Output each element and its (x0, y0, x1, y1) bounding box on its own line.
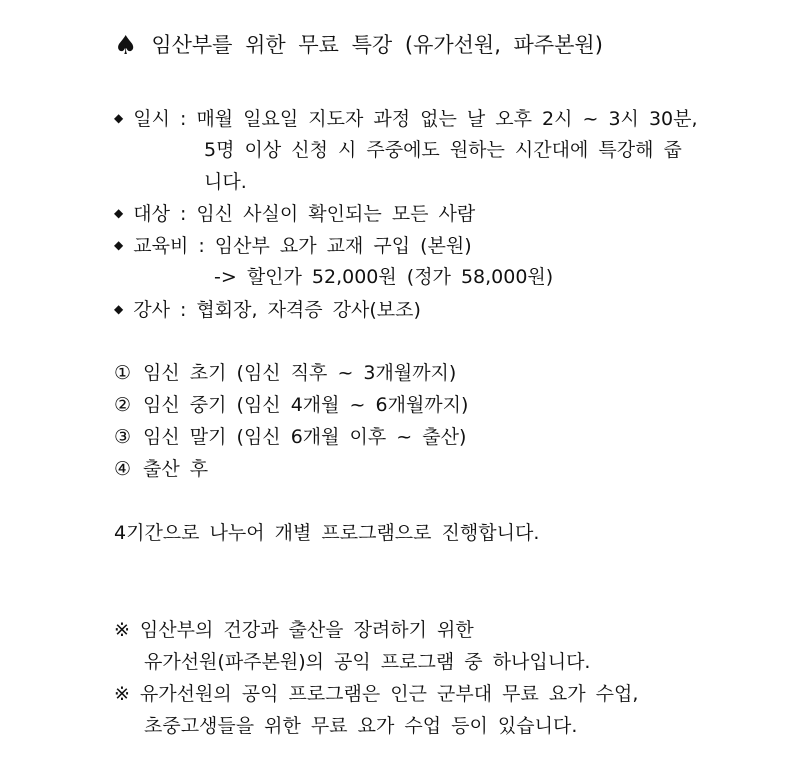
title-text: 임산부를 위한 무료 특강 (유가선원, 파주본원) (151, 33, 603, 57)
period-item (114, 393, 468, 417)
period-item (114, 425, 466, 449)
period-text: 출산 후 (143, 458, 209, 480)
note-item (114, 682, 638, 706)
schedule-line-2: 5명 이상 신청 시 주중에도 원하는 시간대에 특강해 줍 (204, 139, 682, 161)
schedule-line-3: 니다. (204, 171, 247, 193)
period-text: 임신 초기 (임신 직후 ~ 3개월까지) (143, 362, 457, 384)
period-text: 임신 중기 (임신 4개월 ~ 6개월까지) (143, 394, 469, 416)
spade-icon: ♠ (114, 31, 138, 61)
target-text: 대상 : 임신 사실이 확인되는 모든 사람 (133, 203, 476, 225)
period-item (114, 361, 456, 385)
instructor-item (114, 297, 421, 322)
bullet-icon: ◆ (114, 111, 124, 125)
schedule-item (114, 106, 698, 131)
period-marker: ③ (114, 426, 132, 448)
note-item (114, 618, 474, 642)
note-2-line-2: 초중고생들을 위한 무료 요가 수업 등이 있습니다. (144, 715, 578, 737)
fee-detail: -> 할인가 52,000원 (정가 58,000원) (214, 266, 554, 288)
period-item (114, 457, 208, 481)
period-marker: ④ (114, 458, 132, 480)
reference-mark-icon: ※ (114, 619, 130, 641)
period-text: 임신 말기 (임신 6개월 이후 ~ 출산) (143, 426, 467, 448)
fee-item (114, 233, 472, 258)
bullet-icon: ◆ (114, 238, 124, 252)
bullet-icon: ◆ (114, 206, 124, 220)
note-1-line-2: 유가선원(파주본원)의 공익 프로그램 중 하나입니다. (144, 651, 591, 673)
note-1-line-1: 임산부의 건강과 출산을 장려하기 위한 (139, 619, 474, 641)
schedule-label: 일시 : (133, 108, 197, 130)
fee-text: 교육비 : 임산부 요가 교재 구입 (본원) (133, 235, 472, 257)
target-item (114, 201, 475, 226)
reference-mark-icon: ※ (114, 683, 130, 705)
period-marker: ① (114, 362, 132, 384)
page-title (114, 31, 603, 61)
instructor-text: 강사 : 협회장, 자격증 강사(보조) (133, 299, 421, 321)
schedule-line-1: 매월 일요일 지도자 과정 없는 날 오후 2시 ~ 3시 30분, (196, 108, 698, 130)
note-2-line-1: 유가선원의 공익 프로그램은 인근 군부대 무료 요가 수업, (139, 683, 639, 705)
bullet-icon: ◆ (114, 302, 124, 316)
summary-text: 4기간으로 나누어 개별 프로그램으로 진행합니다. (114, 522, 540, 544)
period-marker: ② (114, 394, 132, 416)
